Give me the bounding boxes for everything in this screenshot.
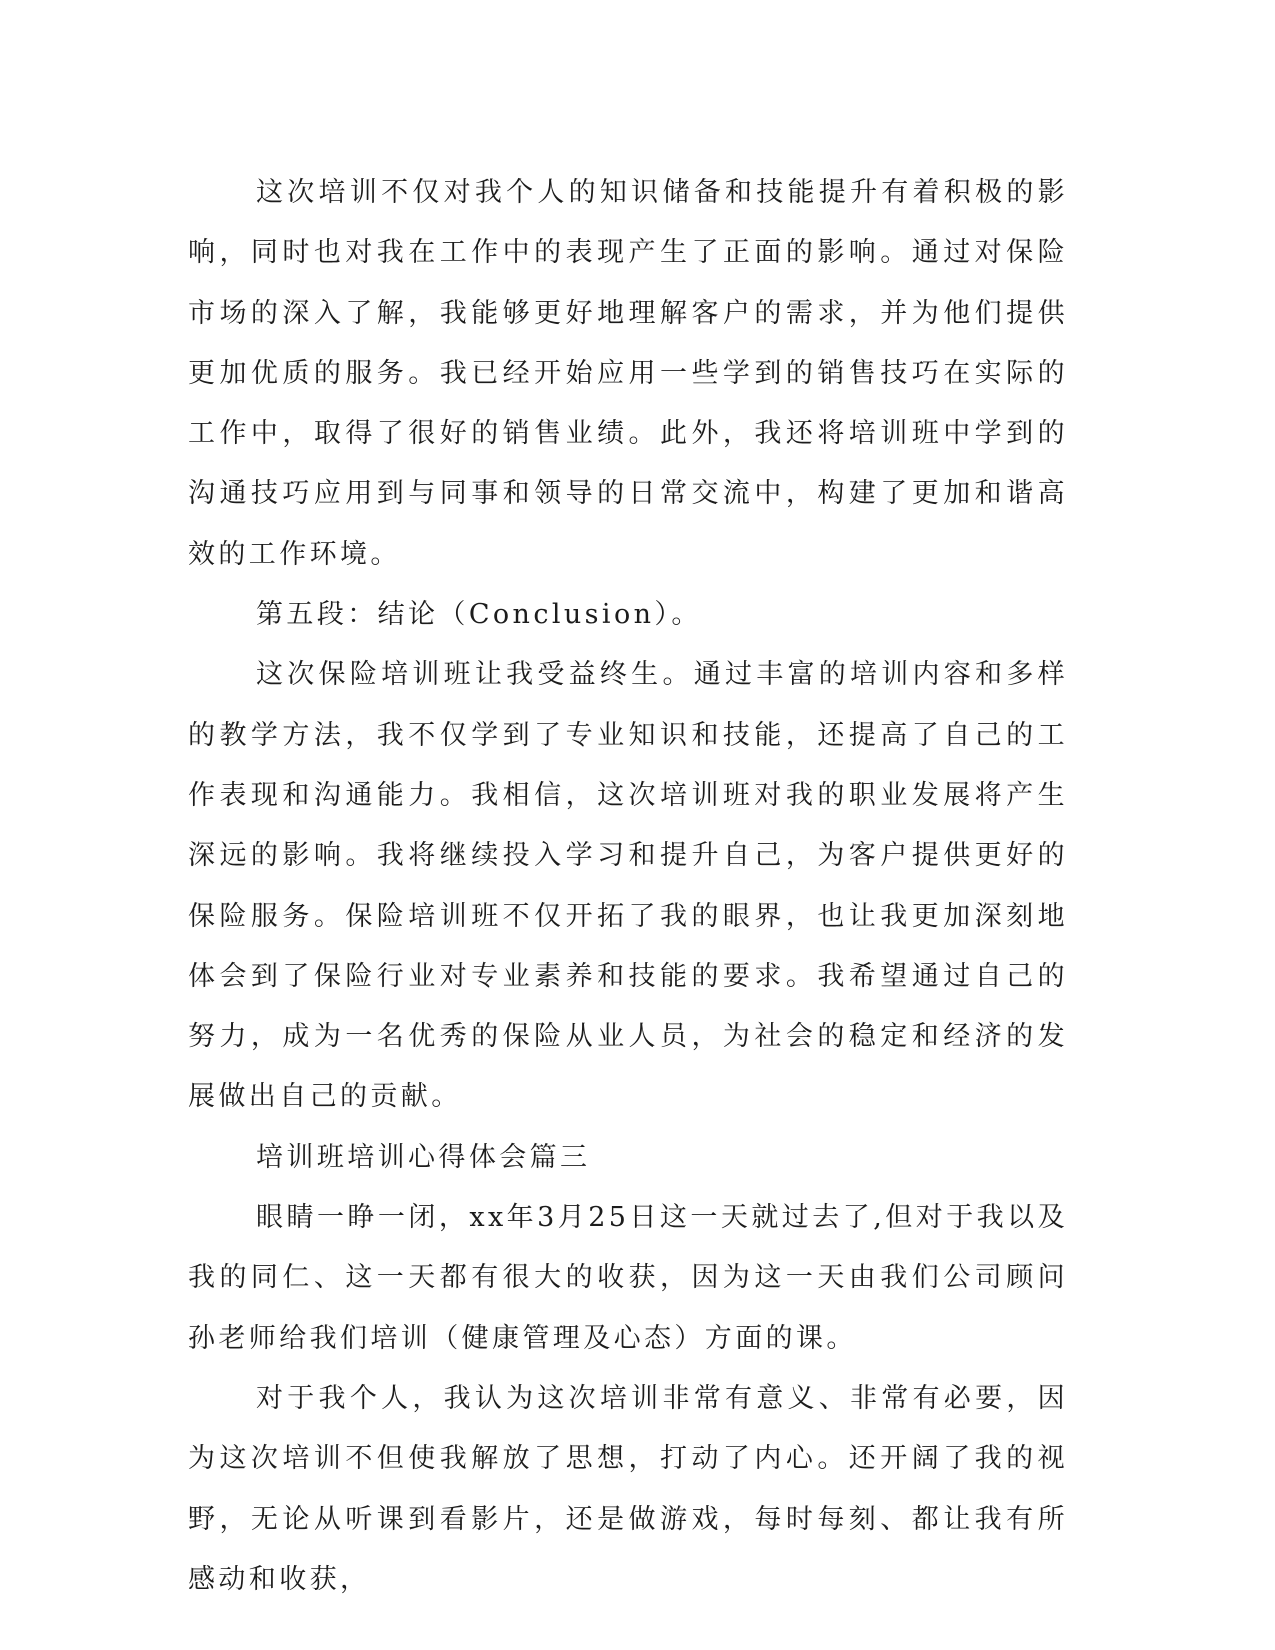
paragraph-training-impact: 这次培训不仅对我个人的知识储备和技能提升有着积极的影响，同时也对我在工作中的表现产生了正面的影响。通过对保险市场的深入了解，我能够更好地理解客户的需求，并为他们提供更加优质的服务。我已经开始应用一些学到的销售技巧在实际的工作中，取得了很好的销售业绩。此外，我还将培训班中学到的沟通技巧应用到与同事和领导的日常交流中，构建了更加和谐高效的工作环境。 (188, 177, 1068, 570)
paragraph-personal-view: 对于我个人，我认为这次培训非常有意义、非常有必要，因为这次培训不但使我解放了思想，打动了内心。还开阔了我的视野，无论从听课到看影片，还是做游戏，每时每刻、都让我有所感动和收获， (188, 1382, 1068, 1595)
section-heading-conclusion: 第五段：结论（Conclusion）。 (256, 599, 702, 631)
paragraph-conclusion: 这次保险培训班让我受益终生。通过丰富的培训内容和多样的教学方法，我不仅学到了专业知识和技能，还提高了自己的工作表现和沟通能力。我相信，这次培训班对我的职业发展将产生深远的影响。我将继续投入学习和提升自己，为客户提供更好的保险服务。保险培训班不仅开拓了我的眼界，也让我更加深刻地体会到了保险行业对专业素养和技能的要求。我希望通过自己的努力，成为一名优秀的保险从业人员，为社会的稳定和经济的发展做出自己的贡献。 (188, 659, 1068, 1113)
paragraph-date-intro: 眼睛一睁一闭，xx年3月25日这一天就过去了,但对于我以及我的同仁、这一天都有很大的收获，因为这一天由我们公司顾问孙老师给我们培训（健康管理及心态）方面的课。 (188, 1202, 1068, 1354)
article-title-part-three: 培训班培训心得体会篇三 (256, 1141, 591, 1173)
document-body (188, 163, 1068, 1610)
